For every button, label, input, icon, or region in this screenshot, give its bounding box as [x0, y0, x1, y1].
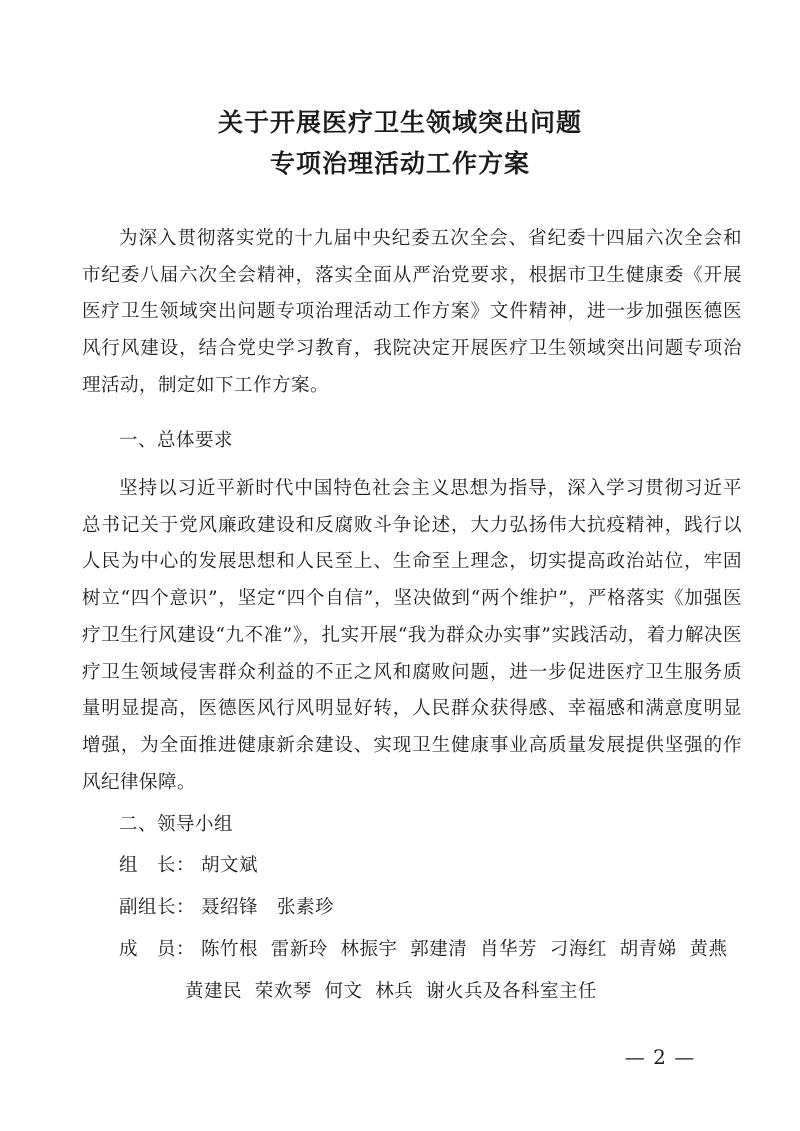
- section1-paragraph: 坚持以习近平新时代中国特色社会主义思想为指导，深入学习贯彻习近平总书记关于党风廉政建设和反腐败斗争论述，大力弘扬伟大抗疫精神，践行以人民为中心的发展思想和人民至上、生命至上理念，切实提高政治站位，牢固树立“四个意识”，坚定“四个自信”，坚决做到“两个维护”，严格落实《加强医疗卫生行风建设“九不准”》，扎实开展“我为群众办实事”实践活动，着力解决医疗卫生领域侵害群众利益的不正之风和腐败问题，进一步促进医疗卫生服务质量明显提高，医德医风行风明显好转，人民群众获得感、幸福感和满意度明显增强，为全面推进健康新余建设、实现卫生健康事业高质量发展提供坚强的作风纪律保障。: [82, 478, 742, 793]
- leader-value: 胡文斌: [201, 855, 259, 876]
- document-title-line2: 专项治理活动工作方案: [269, 149, 530, 178]
- members-row-continued: [185, 979, 597, 1005]
- page-number: — 2 —: [624, 1045, 696, 1069]
- members-line2: 黄建民 荣欢琴 何文 林兵 谢火兵及各科室主任: [185, 981, 598, 1002]
- section2-heading: 二、领导小组: [119, 814, 234, 835]
- members-line1: 陈竹根 雷新玲 林振宇 郭建清 肖华芳 刁海红 胡青娣 黄燕: [201, 939, 728, 960]
- document-title-line1: 关于开展医疗卫生领域突出问题: [217, 108, 582, 137]
- members-label: 成 员：: [119, 939, 196, 960]
- members-row: [119, 937, 727, 963]
- section1-heading: 一、总体要求: [119, 430, 234, 451]
- deputy-row: [119, 895, 334, 921]
- intro-paragraph: 为深入贯彻落实党的十九届中央纪委五次全会、省纪委十四届六次全会和市纪委八届六次全会精神，落实全面从严治党要求，根据市卫生健康委《开展医疗卫生领域突出问题专项治理活动工作方案》文件精神，进一步加强医德医风行风建设，结合党史学习教育，我院决定开展医疗卫生领域突出问题专项治理活动，制定如下工作方案。: [82, 228, 742, 396]
- leader-row: [119, 853, 258, 879]
- deputy-value: 聂绍锋 张素珍: [201, 897, 335, 918]
- leader-label: 组 长：: [119, 855, 196, 876]
- deputy-label: 副组长：: [119, 897, 196, 918]
